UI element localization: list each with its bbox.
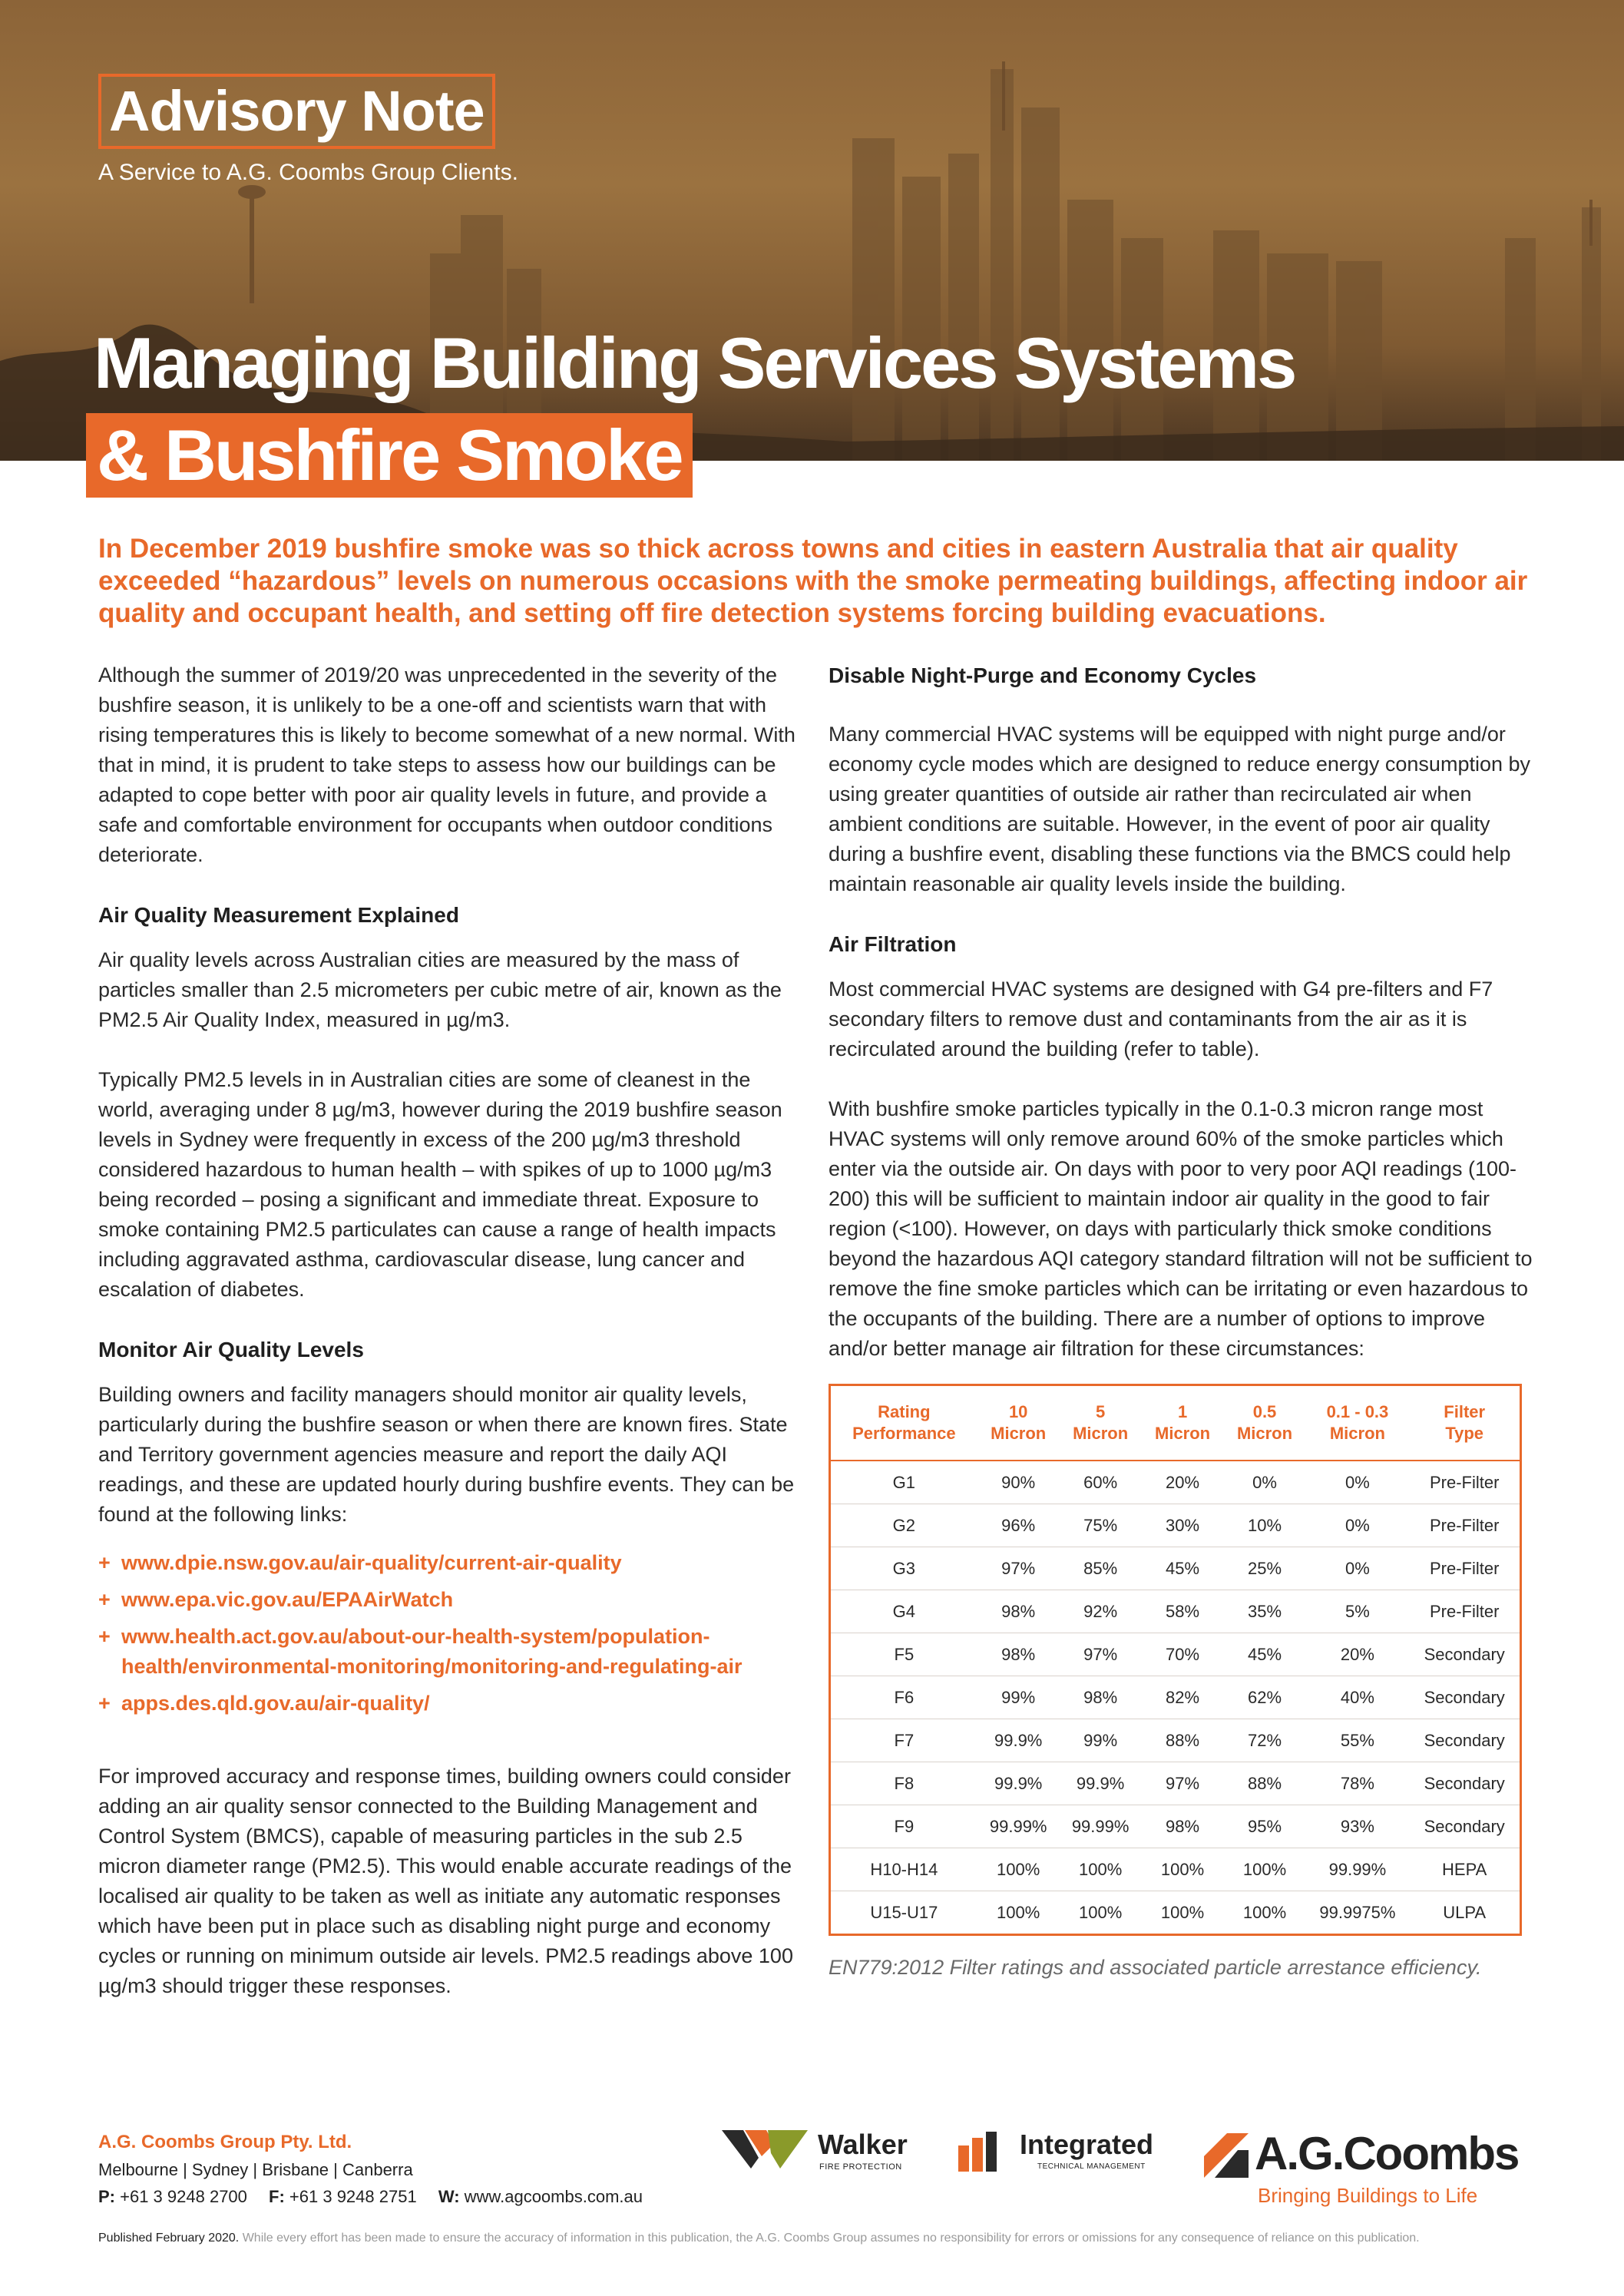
table-cell-efficiency: 100% [1078,1903,1123,1922]
intro-paragraph: In December 2019 bushfire smoke was so thick across towns and cities in eastern Australia that air quality exceeded “hazardous” levels on numerous occasions with the smoke permeating buildings, affecting indoor air quality and occupant health, and setting off fire detection systems forcing building evacuations. [98,534,1528,628]
table-cell-efficiency: 88% [1142,1719,1224,1762]
paragraph-pm25-index: Air quality levels across Australian cities are measured by the mass of particles smaller than 2.5 micrometers per cubic metre of air, known as the PM2.5 Air Quality Index, measured in µg/m3. [98,948,782,1031]
table-cell-efficiency: 0% [1224,1461,1306,1504]
walker-mark-icon [722,2130,814,2169]
table-cell-efficiency: 100% [1142,1848,1224,1891]
table-cell-efficiency: 100% [997,1903,1040,1922]
table-cell-filter-type: Secondary [1409,1719,1520,1762]
table-cell-efficiency: 98% [977,1590,1060,1633]
table-cell-efficiency: 98% [1142,1805,1224,1848]
table-cell-rating: F9 [830,1805,977,1848]
table-cell-rating: F8 [830,1762,977,1805]
table-cell-efficiency: 75% [1060,1504,1142,1547]
table-row [830,1762,1521,1805]
table-cell-filter-type: Pre-Filter [1409,1461,1520,1504]
column-header-0-1-0-3-micron: 0.1 - 0.3 Micron [1305,1385,1409,1461]
table-cell-rating: H10-H14 [830,1848,977,1891]
plus-bullet-icon: + [98,1588,111,1611]
footer-contact: P: +61 3 9248 2700 F: +61 3 9248 2751 W: www.agcoombs.com.au [98,2187,643,2206]
plus-bullet-icon: + [98,1551,111,1574]
air-quality-links [98,1548,805,1719]
table-cell-efficiency: 58% [1142,1590,1224,1633]
table-cell-efficiency: 100% [977,1848,1060,1891]
ag-coombs-tagline: Bringing Buildings to Life [1258,2184,1478,2207]
paragraph-night-purge: Many commercial HVAC systems will be equipped with night purge and/or economy cycle modes which are designed to reduce energy consumption by using greater quantities of outside air rather than recirculated air when ambient conditions are suitable. However, in the event of poor air quality during a bushfire event, disabling these functions via the BMCS could help maintain reasonable air quality levels inside the building. [829,723,1531,895]
table-cell-efficiency: 100% [1160,1903,1205,1922]
table-cell-efficiency: 25% [1224,1547,1306,1590]
table-row [830,1805,1521,1848]
table-cell-filter-type: Secondary [1409,1633,1520,1676]
table-row [830,1547,1521,1590]
table-cell-efficiency: 96% [977,1504,1060,1547]
table-cell-rating: G2 [830,1504,977,1547]
column-header-rating: Rating Performance [830,1385,977,1461]
column-header-10-micron: 10 Micron [977,1385,1060,1461]
table-cell-efficiency: 85% [1060,1547,1142,1590]
table-header-row [830,1385,1521,1461]
ag-coombs-logo: A.G.Coombs Bringing Buildings to Life [1204,2124,1534,2208]
table-cell-efficiency: 92% [1060,1590,1142,1633]
footer-phone[interactable]: +61 3 9248 2700 [120,2187,247,2206]
column-header-1-micron: 1 Micron [1142,1385,1224,1461]
table-cell-efficiency: 0% [1305,1461,1409,1504]
table-row [830,1504,1521,1547]
plus-bullet-icon: + [98,1625,111,1648]
plus-bullet-icon: + [98,1692,111,1715]
table-cell-efficiency: 100% [1224,1848,1306,1891]
table-cell-efficiency: 99.9% [977,1719,1060,1762]
advisory-note-badge: Advisory Note [98,74,495,149]
table-cell-efficiency: 97% [1060,1633,1142,1676]
table-cell-efficiency: 97% [977,1547,1060,1590]
table-row [830,1848,1521,1891]
table-cell-efficiency: 99% [1060,1719,1142,1762]
ag-coombs-mark-icon [1204,2133,1249,2178]
table-cell-filter-type: Pre-Filter [1409,1547,1520,1590]
table-cell-filter-type: HEPA [1409,1848,1520,1891]
table-cell-efficiency: 20% [1305,1633,1409,1676]
table-cell-efficiency: 98% [1060,1676,1142,1719]
left-column [98,660,805,2031]
footer-disclaimer: Published February 2020. While every effort has been made to ensure the accuracy of information in this publication, the A.G. Coombs Group assumes no responsibility for errors or omissions for any consequence of reliance on this publication. [98,2231,1420,2245]
table-cell-efficiency: 20% [1142,1461,1224,1504]
link-vic-epa-airwatch[interactable]: + www.epa.vic.gov.au/EPAAirWatch [98,1585,805,1615]
table-cell-efficiency: 60% [1060,1461,1142,1504]
table-cell-efficiency: 100% [1242,1903,1287,1922]
table-cell-efficiency: 40% [1305,1676,1409,1719]
paragraph-summer: Although the summer of 2019/20 was unprecedented in the severity of the bushfire season, it is unlikely to be a one-off and scientists warn that with rising temperatures this is likely to become somewhat of a new normal. With that in mind, it is prudent to take steps to assess how our buildings can be adapted to cope better with poor air quality levels in future, and provide a safe and comfortable environment for occupants when outdoor conditions deteriorate. [98,663,795,866]
integrated-logo: Integrated TECHNICAL MANAGEMENT [958,2129,1181,2175]
table-cell-efficiency: 70% [1142,1633,1224,1676]
table-cell-efficiency: 99.99% [1060,1805,1142,1848]
page-title-line-2: & Bushfire Smoke [86,413,693,498]
table-cell-efficiency: 5% [1305,1590,1409,1633]
table-cell-rating: G1 [830,1461,977,1504]
table-row [830,1461,1521,1504]
table-cell-efficiency: 97% [1142,1762,1224,1805]
table-row [830,1719,1521,1762]
table-cell-efficiency: 99.99% [1305,1848,1409,1891]
table-cell-filter-type: Secondary [1409,1805,1520,1848]
table-cell-rating: G3 [830,1547,977,1590]
table-cell-efficiency: 45% [1142,1547,1224,1590]
table-cell-efficiency: 55% [1305,1719,1409,1762]
paragraph-monitor: Building owners and facility managers should monitor air quality levels, particularly during the bushfire season or when there are known fires. State and Territory government agencies measure and report the daily AQI readings, and these are updated hourly during bushfire events. They can be found at the following links: [98,1383,795,1526]
table-cell-rating: U15-U17 [870,1903,938,1922]
table-cell-efficiency: 78% [1305,1762,1409,1805]
paragraph-smoke-particles: With bushfire smoke particles typically in the 0.1-0.3 micron range most HVAC systems will only remove around 60% of the smoke particles which enter via the outside air. On days with poor to very poor AQI readings (100-200) this will be sufficient to maintain indoor air quality in the good to fair region (<100). However, on days with particularly thick smoke conditions beyond the hazardous AQI category standard filtration will not be sufficient to remove the fine smoke particles which can be irritating or even hazardous to the occupants of the building. There are a number of options to improve and/or better manage air filtration for these circumstances: [829,1097,1533,1360]
footer-fax: +61 3 9248 2751 [289,2187,417,2206]
footer-website-link[interactable]: www.agcoombs.com.au [464,2187,643,2206]
table-cell-rating: F5 [830,1633,977,1676]
table-cell-efficiency: 99.99% [977,1805,1060,1848]
heading-air-filtration: Air Filtration [829,932,957,956]
heading-monitor-air-quality: Monitor Air Quality Levels [98,1338,364,1361]
table-cell-filter-type: Secondary [1409,1762,1520,1805]
heading-air-quality-measurement: Air Quality Measurement Explained [98,903,459,927]
column-header-0-5-micron: 0.5 Micron [1224,1385,1306,1461]
table-cell-efficiency: 95% [1224,1805,1306,1848]
table-cell-filter-type: Pre-Filter [1409,1504,1520,1547]
hero-banner [0,0,1624,461]
table-row [830,1590,1521,1633]
table-cell-efficiency: 99.9% [977,1762,1060,1805]
table-cell-rating: F7 [830,1719,977,1762]
link-nsw-air-quality[interactable]: + www.dpie.nsw.gov.au/air-quality/current-air-quality [98,1548,805,1578]
table-cell-efficiency: 99% [977,1676,1060,1719]
page-title-line-1: Managing Building Services Systems [94,323,1295,403]
table-cell-rating: G4 [830,1590,977,1633]
table-row [830,1633,1521,1676]
table-cell-efficiency: 90% [977,1461,1060,1504]
footer-cities: Melbourne | Sydney | Brisbane | Canberra [98,2160,413,2179]
right-column [829,660,1535,1983]
paragraph-bmcs-sensor: For improved accuracy and response times, building owners could consider adding an air quality sensor connected to the Building Management and Control System (BMCS), capable of measuring particles in the sub 2.5 micron diameter range (PM2.5). This would enable accurate readings of the localised air quality to be taken as well as initiate any automatic responses which have been put in place such as disabling night purge and economy cycles or running on minimum outside air levels. PM2.5 readings above 100 µg/m3 should trigger these responses. [98,1765,793,1997]
table-cell-efficiency: 30% [1142,1504,1224,1547]
table-cell-efficiency: 0% [1305,1547,1409,1590]
column-header-5-micron: 5 Micron [1060,1385,1142,1461]
table-cell-filter-type: ULPA [1443,1903,1487,1922]
table-cell-efficiency: 98% [977,1633,1060,1676]
table-cell-rating: F6 [830,1676,977,1719]
table-cell-efficiency: 88% [1224,1762,1306,1805]
table-caption: EN779:2012 Filter ratings and associated particle arrestance efficiency. [829,1956,1482,1979]
table-row [830,1676,1521,1719]
table-cell-efficiency: 10% [1224,1504,1306,1547]
filter-ratings-table [829,1384,1522,1936]
paragraph-pm25-levels: Typically PM2.5 levels in in Australian cities are some of cleanest in the world, averaging under 8 µg/m3, however during the 2019 bushfire season levels in Sydney were frequently in excess of the 200 µg/m3 threshold considered hazardous to human health – with spikes of up to 1000 µg/m3 being recorded – posing a significant and immediate threat. Exposure to smoke containing PM2.5 particulates can cause a range of health impacts including aggravated asthma, cardiovascular disease, lung cancer and escalation of diabetes. [98,1068,782,1301]
table-cell-efficiency: 45% [1224,1633,1306,1676]
table-cell-efficiency: 82% [1142,1676,1224,1719]
link-act-health-air[interactable]: + www.health.act.gov.au/about-our-health-system/population-health/environmental-monitoring/monitoring-and-regulating-air [98,1622,805,1682]
paragraph-filters: Most commercial HVAC systems are designed with G4 pre-filters and F7 secondary filters to remove dust and contaminants from the air as it is recirculated around the building (refer to table). [829,978,1493,1060]
table-cell-filter-type: Secondary [1409,1676,1520,1719]
table-cell-efficiency: 99.9975% [1319,1903,1396,1922]
link-qld-air-quality[interactable]: + apps.des.qld.gov.au/air-quality/ [98,1689,805,1719]
column-header-filter-type: Filter Type [1409,1385,1520,1461]
table-body [830,1461,1521,1935]
walker-logo: Walker FIRE PROTECTION [722,2129,906,2175]
table-cell-efficiency: 100% [1060,1848,1142,1891]
heading-night-purge: Disable Night-Purge and Economy Cycles [829,663,1257,687]
table-cell-efficiency: 0% [1305,1504,1409,1547]
table-cell-efficiency: 62% [1224,1676,1306,1719]
table-cell-efficiency: 93% [1305,1805,1409,1848]
table-cell-efficiency: 99.9% [1060,1762,1142,1805]
footer-company-name: A.G. Coombs Group Pty. Ltd. [98,2132,352,2152]
table-cell-filter-type: Pre-Filter [1409,1590,1520,1633]
table-cell-efficiency: 35% [1224,1590,1306,1633]
advisory-subtitle: A Service to A.G. Coombs Group Clients. [98,160,518,185]
table-row [830,1891,1521,1935]
table-cell-efficiency: 72% [1224,1719,1306,1762]
integrated-mark-icon [958,2132,1009,2172]
